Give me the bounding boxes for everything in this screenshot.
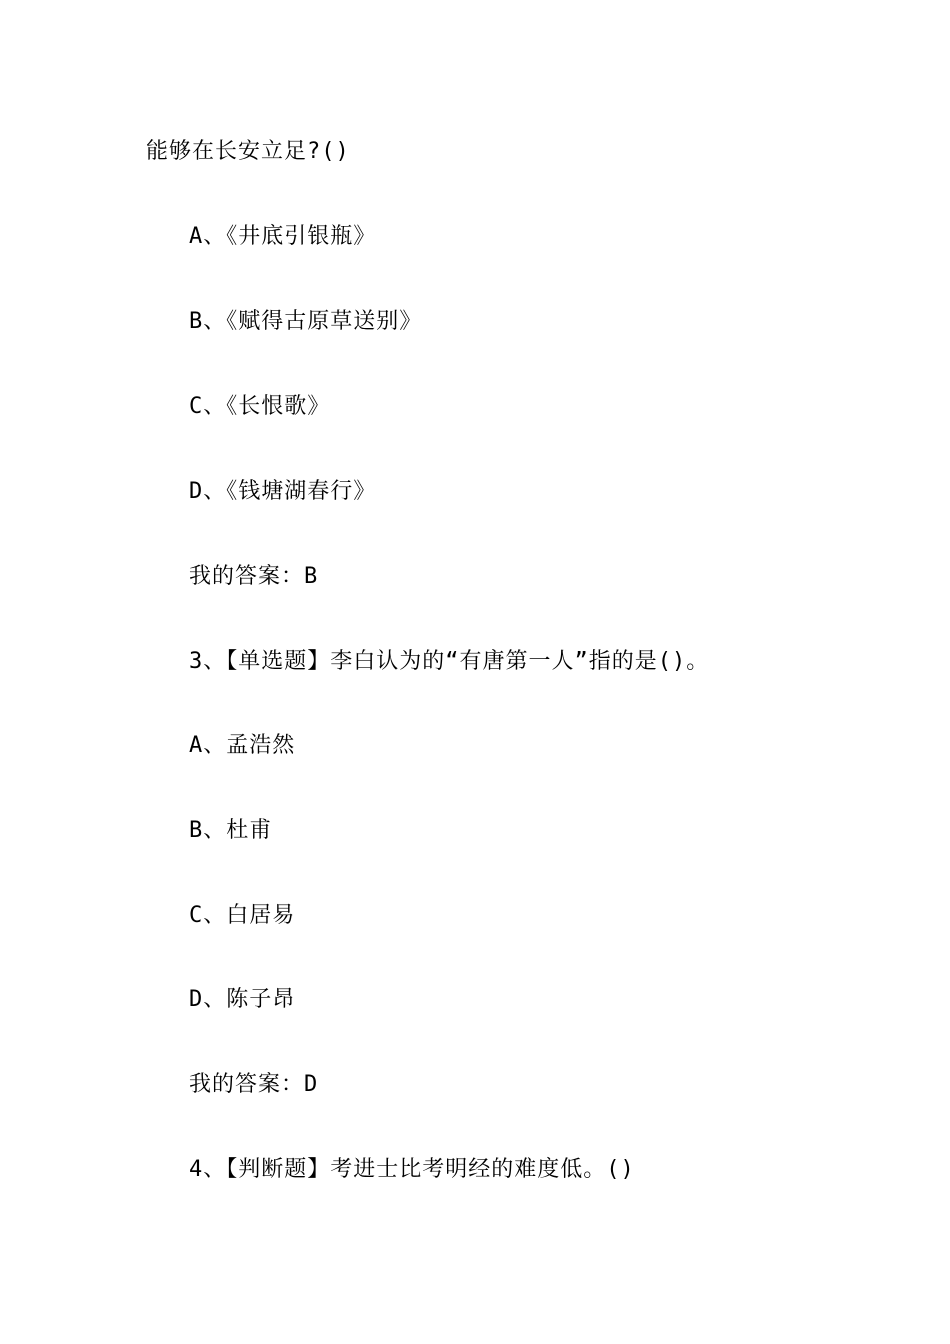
question-3-stem: 3、【单选题】李白认为的“有唐第一人”指的是()。 (189, 649, 710, 674)
question-2-stem: 能够在长安立足?() (146, 139, 350, 164)
question-2-option-b: B、《赋得古原草送别》 (189, 309, 423, 334)
question-2-option-d: D、《钱塘湖春行》 (189, 479, 377, 504)
question-2-option-a: A、《井底引银瓶》 (189, 224, 377, 249)
question-4-stem: 4、【判断题】考进士比考明经的难度低。() (189, 1157, 635, 1182)
question-3-answer: 我的答案：D (189, 1072, 319, 1097)
question-2-answer: 我的答案：B (189, 564, 319, 589)
question-3-option-a: A、孟浩然 (189, 733, 296, 758)
question-3-option-c: C、白居易 (189, 903, 296, 928)
question-3-option-d: D、陈子昂 (189, 987, 296, 1012)
question-3-option-b: B、杜甫 (189, 818, 273, 843)
question-2-option-c: C、《长恨歌》 (189, 394, 331, 419)
